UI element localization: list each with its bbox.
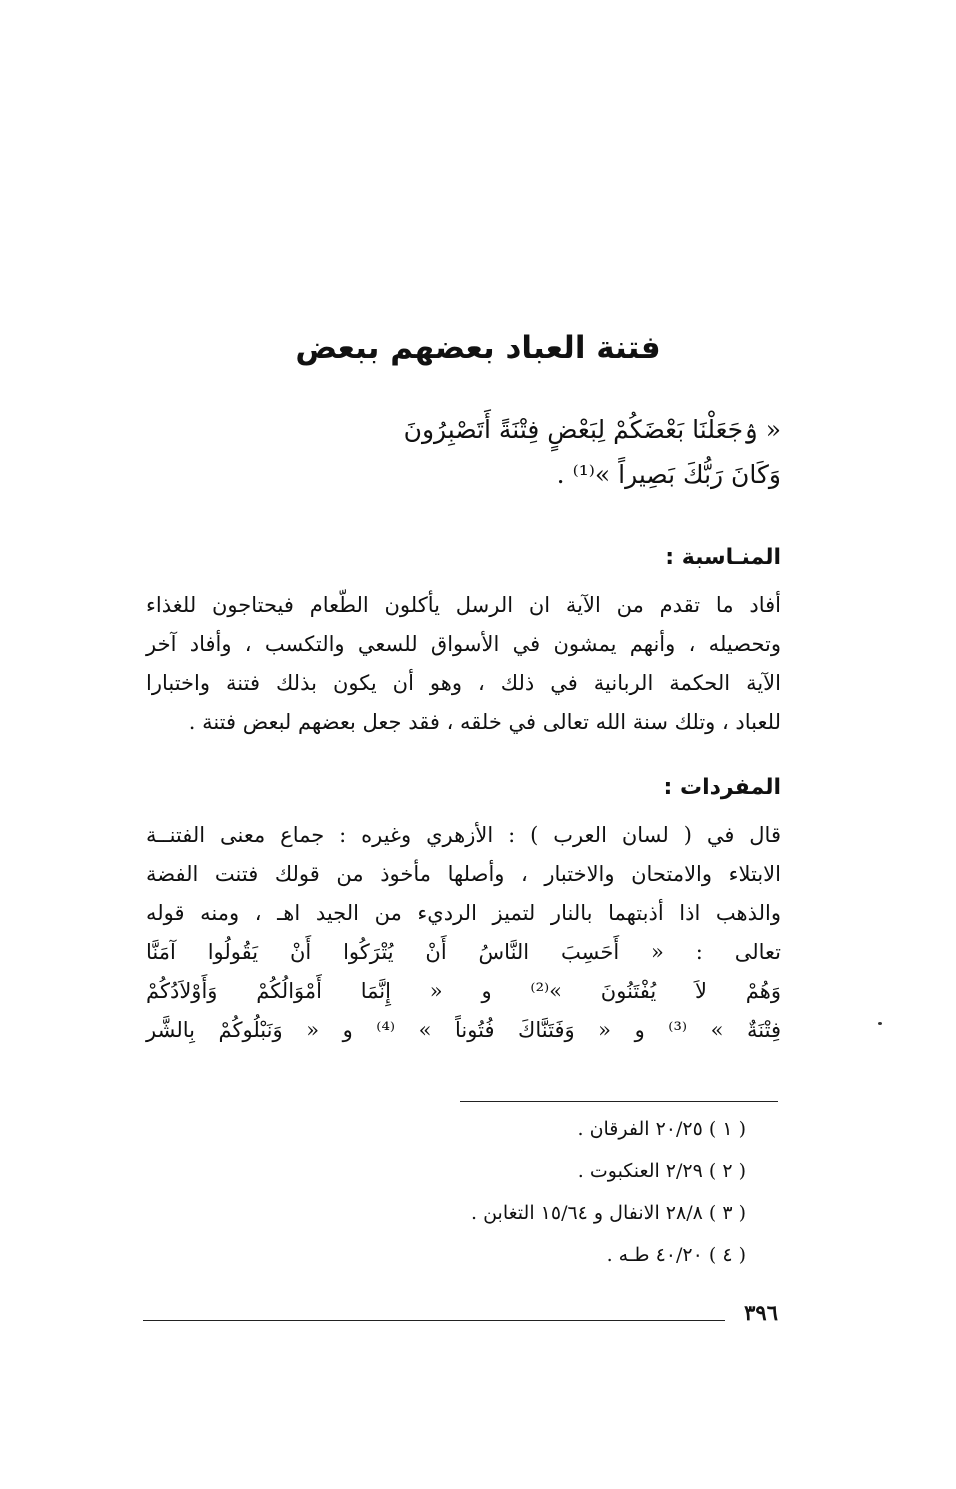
paragraph-line: الآية الحكمة الربانية في ذلك ، وهو أن يكون بذلك فتنة واختبارا xyxy=(146,671,781,695)
footnotes xyxy=(246,1108,746,1276)
page-bottom-rule xyxy=(143,1320,725,1321)
footnote-1: ( ١ ) ٢٠/٢٥ الفرقان . xyxy=(577,1118,746,1140)
paragraph-line: قال في ( لسان العرب ) : الأزهري وغيره : جماع معنى الفتنــة xyxy=(146,823,781,847)
verse-line-1: « ۉجَعَلْنَا بَعْضَكُمْ لِبَعْضٍ فِتْنَةً أَتَصْبِرُونَ xyxy=(403,415,781,444)
paragraph-line: الابتلاء والامتحان والاختبار ، وأصلها مأخوذ من قولك فتنت الفضة xyxy=(146,862,781,886)
paragraph-line: للعباد ، وتلك سنة الله تعالى في خلقه ، فقد جعل بعضهم لبعض فتنة . xyxy=(188,710,781,734)
footnote-3: ( ٣ ) ٢٨/٨ الانفال و ١٥/٦٤ التغابن . xyxy=(471,1202,746,1224)
footnote-4: ( ٤ ) ٤٠/٢٠ طـه . xyxy=(606,1244,746,1266)
paragraph-mufradat xyxy=(146,816,781,1050)
page-number: ٣٩٦ xyxy=(744,1300,778,1325)
footnote-divider xyxy=(460,1101,778,1102)
section-title-mufradat: المفردات : xyxy=(663,775,781,800)
paragraph-line: فِتْنَةٌ » ⁽³⁾ و « وَفَتَنَّاكَ فُتُوناً » ⁽⁴⁾ و « وَنَبْلُوكُمْ بِالشَّر xyxy=(146,1018,781,1042)
margin-speck xyxy=(878,1022,882,1025)
quran-verse xyxy=(151,407,781,497)
page-heading: فتنة العباد بعضهم ببعض xyxy=(295,330,661,366)
paragraph-munasaba xyxy=(146,586,781,742)
paragraph-line: وَهُمْ لاَ يُفْتَنُونَ »⁽²⁾ و « إِنَّمَا أَمْوَالُكُمْ وَأَوْلاَدُكُمْ xyxy=(146,979,781,1003)
paragraph-line: تعالى : « أَحَسِبَ النَّاسُ أَنْ يُتْرَكُوا أَنْ يَقُولُوا آمَنَّا xyxy=(146,940,781,964)
footnote-2: ( ٢ ) ٢/٢٩ العنكبوت . xyxy=(577,1160,746,1182)
paragraph-line: والذهب اذا أذبتهما بالنار لتميز الرديء من الجيد اهـ ، ومنه قوله xyxy=(146,901,781,925)
paragraph-line: وتحصيله ، وأنهم يمشون في الأسواق للسعي والتكسب ، وأفاد آخر xyxy=(146,632,781,656)
verse-line-2: وَكَانَ رَبُّكَ بَصِيراً »⁽¹⁾ . xyxy=(556,460,781,489)
section-title-munasaba: المنـاسبة : xyxy=(665,545,781,570)
paragraph-line: أفاد ما تقدم من الآية ان الرسل يأكلون الطّعام فيحتاجون للغذاء xyxy=(146,593,781,617)
